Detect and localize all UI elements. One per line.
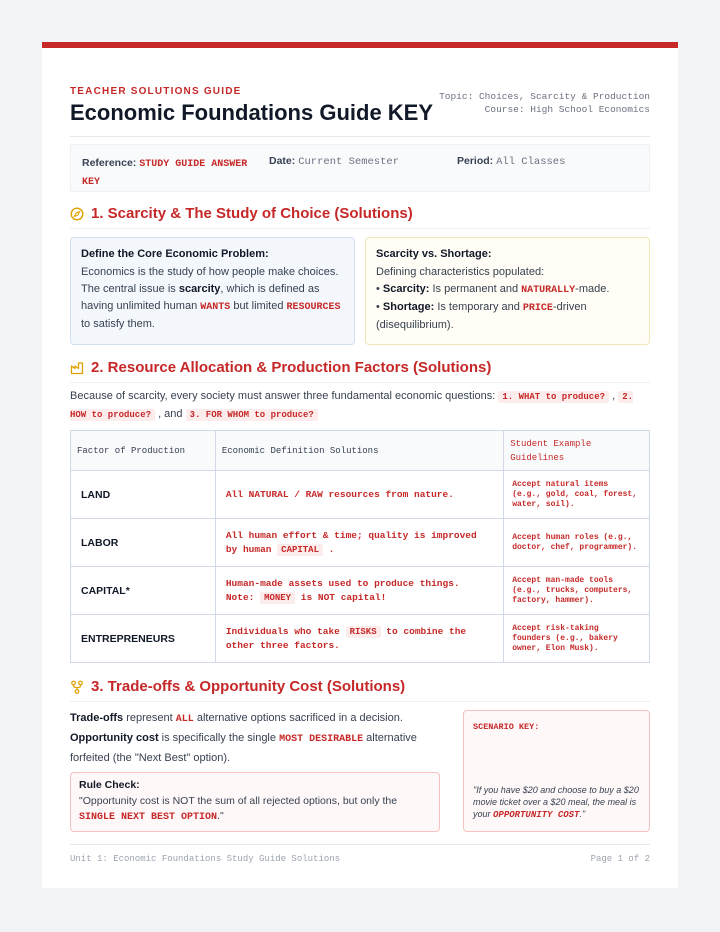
page-title: Economic Foundations Guide KEY [70,100,434,125]
example-cell: Accept man-made tools (e.g., trucks, computers, factory, hammer). [504,567,650,615]
factor-cell: ENTREPRENEURS [71,615,216,663]
section-1-title: 1. Scarcity & The Study of Choice (Solutions) [70,205,413,222]
column-header: Factor of Production [71,431,216,471]
course-text: Course: High School Economics [484,104,650,115]
header-meta [439,90,650,116]
scarcity-bullet: • Scarcity: Is permanent and NATURALLY-made. [376,283,610,296]
question-what: 1. WHAT to produce? [498,391,609,403]
factors-table [70,430,650,663]
section-2-title: 2. Resource Allocation & Production Factors (Solutions) [70,359,491,376]
factory-icon [70,361,84,375]
economic-questions-intro: Because of scarcity, every society must answer three fundamental economic questions: 1. WHAT to produce? , 2. HOW to produce? , and 3. FOR WHOM to produce? [70,390,633,420]
scenario-text: "If you have $20 and choose to buy a $20 movie ticket over a $20 meal, the meal is your OPPORTUNITY COST." [473,785,639,820]
page-number: Page 1 of 2 [590,854,650,864]
definition-cell: All NATURAL / RAW resources from nature. [215,471,503,519]
opportunity-cost-definition: Opportunity cost is specifically the single MOST DESIRABLE alternative forfeited (the "Next Best" option). [70,732,417,764]
topic-text: Topic: Choices, Scarcity & Production [439,91,650,102]
date-field: Date: Current Semester [269,155,400,168]
core-problem-heading: Define the Core Economic Problem: [81,248,269,260]
section-1-divider [70,228,650,229]
definition-cell: Human-made assets used to produce things. Note: MONEY is NOT capital! [215,567,503,615]
footer-unit: Unit 1: Economic Foundations Study Guide Solutions [70,854,341,864]
core-problem-text: Economics is the study of how people make choices. The central issue is scarcity, which is defined as having unlimited human WANTS but limited RESOURCES to satisfy them. [81,266,341,330]
scarcity-intro: Defining characteristics populated: [376,266,545,278]
section-3-title: 3. Trade-offs & Opportunity Cost (Solutions) [70,678,405,695]
question-how: 2. HOW to produce? [70,392,633,420]
compass-icon [70,207,84,221]
tradeoffs-definition: Trade-offs represent ALL alternative options sacrificed in a decision. [70,712,403,725]
example-cell: Accept risk-taking founders (e.g., bakery owner, Elon Musk). [504,615,650,663]
section-2-divider [70,382,650,383]
factor-cell: LAND [71,471,216,519]
header-divider [70,136,650,137]
example-cell: Accept human roles (e.g., doctor, chef, programmer). [504,519,650,567]
definition-cell: All human effort & time; quality is improved by human CAPITAL . [215,519,503,567]
factor-cell: CAPITAL* [71,567,216,615]
footer-divider [70,844,650,845]
table-row [71,567,650,615]
rule-check-heading: Rule Check: [79,779,140,791]
table-row [71,615,650,663]
question-for-whom: 3. FOR WHOM to produce? [186,409,318,421]
column-header: Student Example Guidelines [504,431,650,471]
column-header: Economic Definition Solutions [215,431,503,471]
tradeoffs-text [70,709,435,768]
rule-check-box [70,772,440,832]
section-3-divider [70,701,650,702]
scenario-key-box [463,710,650,832]
table-row [71,519,650,567]
core-problem-box [70,237,355,345]
scenario-label: SCENARIO KEY: [473,722,540,732]
table-header-row [71,431,650,471]
scarcity-shortage-heading: Scarcity vs. Shortage: [376,248,492,260]
definition-cell: Individuals who take RISKS to combine the other three factors. [215,615,503,663]
example-cell: Accept natural items (e.g., gold, coal, forest, water, soil). [504,471,650,519]
period-field: Period: All Classes [457,155,566,168]
reference-field: Reference: STUDY GUIDE ANSWER KEY [82,157,248,188]
rule-check-text: "Opportunity cost is NOT the sum of all rejected options, but only the SINGLE NEXT BEST OPTION." [79,795,398,823]
table-row [71,471,650,519]
shortage-bullet: • Shortage: Is temporary and PRICE-driven (disequilibrium). [376,301,587,331]
scarcity-shortage-box [365,237,650,345]
header-kicker: TEACHER SOLUTIONS GUIDE [70,86,242,97]
document-page [42,42,678,888]
factor-cell: LABOR [71,519,216,567]
branch-icon [70,680,84,694]
page-footer [70,854,650,864]
reference-bar [70,144,650,192]
